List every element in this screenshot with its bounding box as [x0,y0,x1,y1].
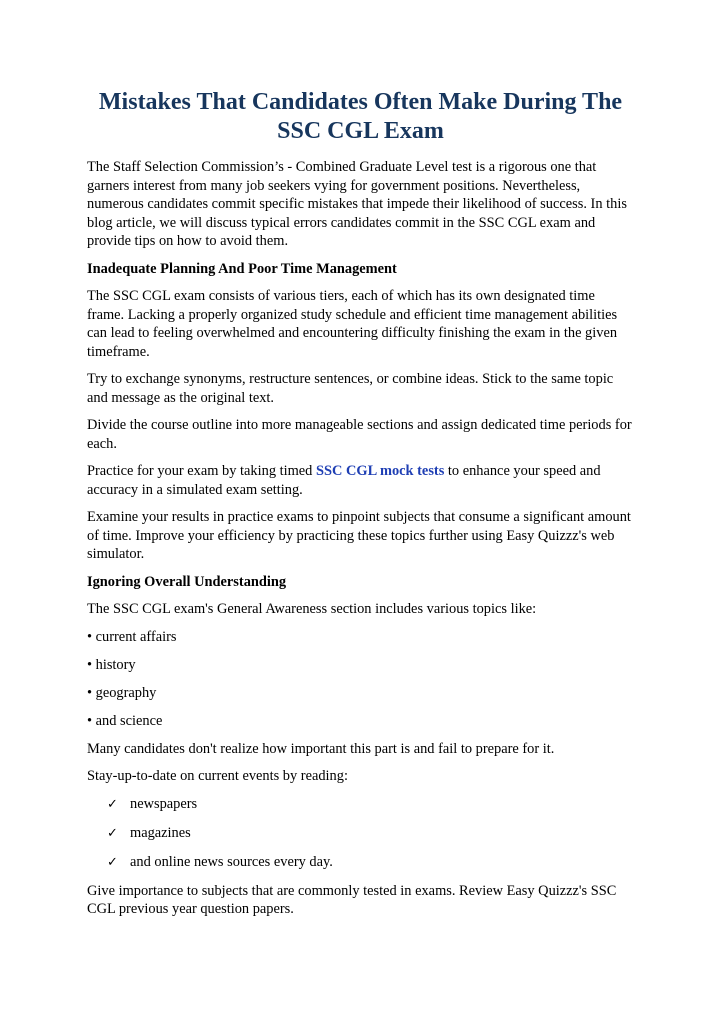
check-icon: ✓ [107,825,118,841]
paragraph-text: Practice for your exam by taking timed [87,463,316,479]
paragraph: The SSC CGL exam's General Awareness section includes various topics like: [87,601,537,617]
mock-tests-link[interactable]: SSC CGL mock tests [315,463,445,479]
checklist-item [107,824,634,844]
check-icon: ✓ [107,854,118,870]
checklist-item [107,853,634,873]
intro-paragraph: The Staff Selection Commission’s - Combined Graduate Level test is a rigorous one that garners interest from many job seekers vying for government positions. Nevertheless, numerous candidates commit specific mistakes that impede their likelihood of success. In this blog article, we will discuss typical errors candidates commit in the SSC CGL exam and provide tips on how to avoid them. [87,159,627,249]
checklist-item-label: and online news sources every day. [130,853,333,870]
bullet-item: • current affairs [87,628,177,645]
paragraph: The SSC CGL exam consists of various tiers, each of which has its own designated time frame. Lacking a properly organized study schedule and efficient time management abilities can lead to feeling overwhelmed and encountering difficulty finishing the exam in the given timeframe. [87,288,618,360]
bullet-item: • history [87,656,136,673]
paragraph: Stay-up-to-date on current events by reading: [87,768,348,784]
paragraph: Try to exchange synonyms, restructure sentences, or combine ideas. Stick to the same topic and message as the original text. [87,371,614,406]
section-heading-understanding: Ignoring Overall Understanding [87,573,287,590]
paragraph-text: to enhance your speed and accuracy in a simulated exam setting. [87,463,601,498]
paragraph: Examine your results in practice exams to pinpoint subjects that consume a significant amount of time. Improve your efficiency by practicing these topics further using Easy Quizzz's web simulator. [87,509,631,562]
paragraph-with-link [87,462,634,499]
checklist-item-label: magazines [130,824,191,841]
paragraph: Divide the course outline into more manageable sections and assign dedicated time periods for each. [87,417,632,452]
checklist-item [107,795,634,815]
paragraph: Give importance to subjects that are commonly tested in exams. Review Easy Quizzz's SSC CGL previous year question papers. [87,882,617,917]
check-icon: ✓ [107,796,118,812]
document-title: Mistakes That Candidates Often Make During The SSC CGL Exam [98,89,623,144]
checklist [87,795,634,873]
bullet-item: • geography [87,684,157,701]
checklist-item-label: newspapers [130,795,198,812]
bullet-item: • and science [87,712,163,729]
section-heading-planning: Inadequate Planning And Poor Time Management [87,260,397,277]
paragraph: Many candidates don't realize how important this part is and fail to prepare for it. [87,740,555,757]
